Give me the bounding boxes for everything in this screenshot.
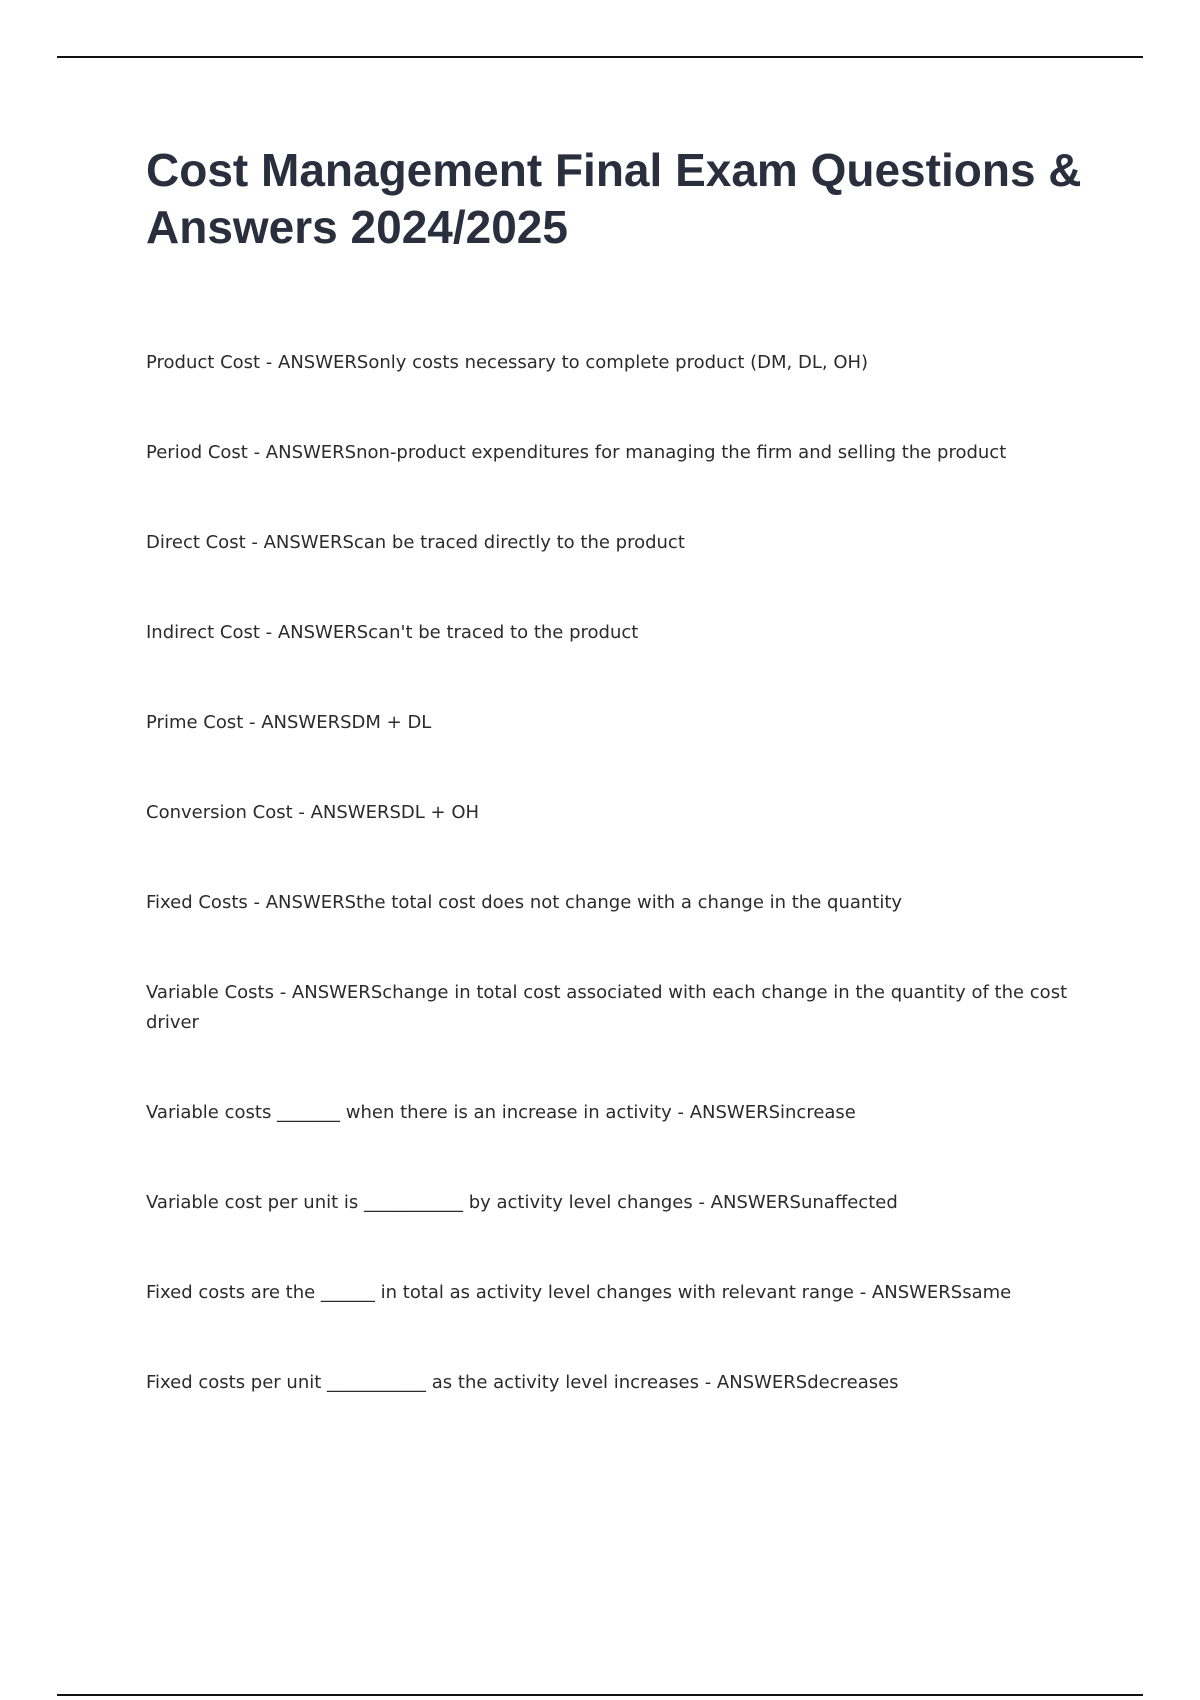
qa-list — [146, 348, 1076, 1458]
qa-item: Fixed Costs - ANSWERSthe total cost does not change with a change in the quantity — [146, 892, 903, 913]
qa-item: Fixed costs per unit ___________ as the activity level increases - ANSWERSdecreases — [146, 1372, 899, 1393]
bottom-divider — [57, 1694, 1143, 1696]
qa-item: Variable cost per unit is ___________ by activity level changes - ANSWERSunaffected — [146, 1192, 898, 1213]
qa-item: Fixed costs are the ______ in total as activity level changes with relevant range - ANSWERSsame — [146, 1282, 1012, 1303]
qa-item: Direct Cost - ANSWERScan be traced directly to the product — [146, 532, 685, 553]
qa-item: Variable Costs - ANSWERSchange in total cost associated with each change in the quantity of the cost driver — [146, 982, 1068, 1033]
page-title: Cost Management Final Exam Questions & Answers 2024/2025 — [146, 144, 1082, 253]
qa-item: Variable costs _______ when there is an increase in activity - ANSWERSincrease — [146, 1102, 856, 1123]
top-divider — [57, 56, 1143, 58]
qa-item: Prime Cost - ANSWERSDM + DL — [146, 712, 432, 733]
qa-item: Conversion Cost - ANSWERSDL + OH — [146, 802, 480, 823]
qa-item: Indirect Cost - ANSWERScan't be traced to the product — [146, 622, 639, 643]
qa-item: Product Cost - ANSWERSonly costs necessary to complete product (DM, DL, OH) — [146, 352, 869, 373]
qa-item: Period Cost - ANSWERSnon-product expenditures for managing the firm and selling the product — [146, 442, 1007, 463]
